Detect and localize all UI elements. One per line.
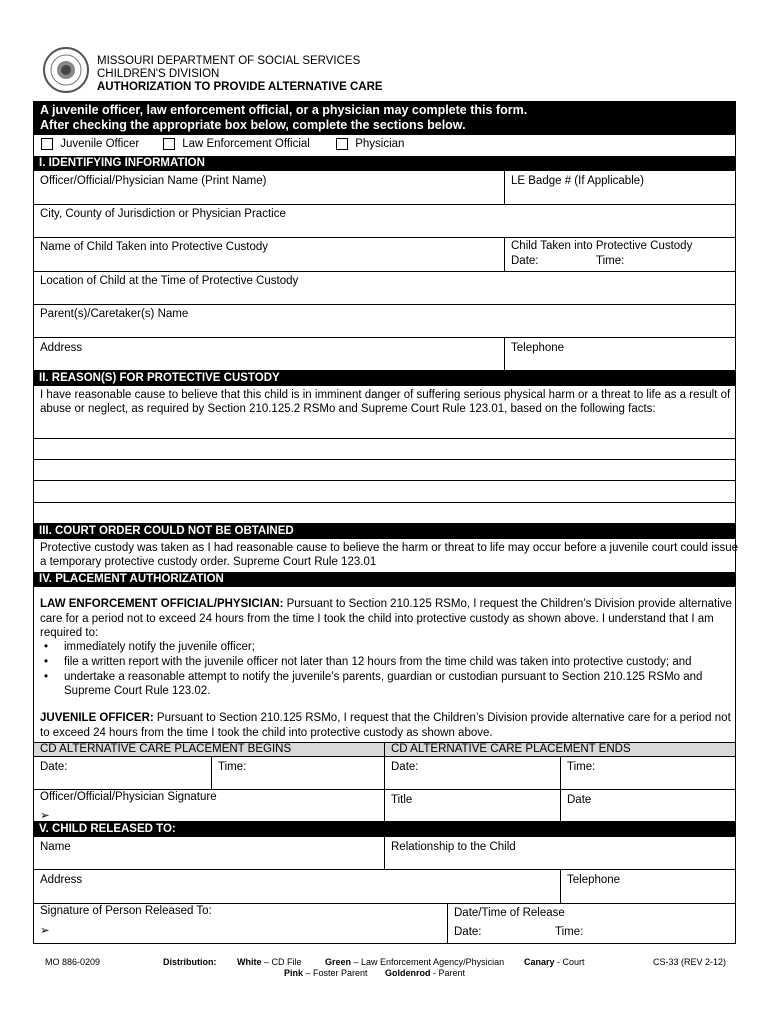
juvenile-officer-option[interactable]: Juvenile Officer	[41, 138, 139, 150]
checkbox[interactable]	[336, 138, 348, 150]
intro-line-2: After checking the appropriate box below, complete the sections below.	[40, 118, 466, 132]
released-address-field[interactable]: Address	[40, 874, 83, 886]
release-datetime-label: Date/Time of Release	[454, 907, 565, 919]
custody-date-field[interactable]: Date:	[511, 255, 539, 267]
le-paragraph: LAW ENFORCEMENT OFFICIAL/PHYSICIAN: Pursuant to Section 210.125 RSMo, I request the Children’s Division provide alternative care for a period not to exceed 24 hours from the time I took the child into protective custody as shown above. I understand that I am required to:	[40, 598, 732, 639]
facts-line[interactable]	[33, 480, 736, 481]
law-enforcement-option[interactable]: Law Enforcement Official	[163, 138, 310, 150]
jurisdiction-field[interactable]: City, County of Jurisdiction or Physician Practice	[40, 208, 286, 220]
distribution-canary: Canary - Court	[524, 957, 585, 967]
facts-line[interactable]	[33, 459, 736, 460]
bullet-3-continuation: Supreme Court Rule 123.02.	[64, 685, 211, 697]
revision-number: CS-33 (REV 2-12)	[653, 957, 727, 967]
court-line-2: a temporary protective custody order. Supreme Court Rule 123.01	[40, 556, 377, 568]
release-date-field[interactable]: Date:	[454, 926, 482, 938]
distribution-white: White – CD File	[237, 957, 302, 967]
parents-field[interactable]: Parent(s)/Caretaker(s) Name	[40, 308, 189, 320]
released-signature-field[interactable]: Signature of Person Released To:	[40, 905, 212, 917]
reason-line-1: I have reasonable cause to believe that this child is in imminent danger of suffering serious physical harm or a threat to life as a result of	[40, 389, 731, 401]
section-4-header: IV. PLACEMENT AUTHORIZATION	[33, 572, 736, 586]
division-name: CHILDREN'S DIVISION	[97, 68, 220, 80]
begins-date-field[interactable]: Date:	[40, 761, 68, 773]
requirements-list	[38, 640, 754, 685]
child-name-field[interactable]: Name of Child Taken into Protective Custody	[40, 241, 268, 253]
begins-time-field[interactable]: Time:	[218, 761, 247, 773]
release-time-field[interactable]: Time:	[555, 926, 584, 938]
telephone-field[interactable]: Telephone	[511, 342, 565, 354]
ends-time-field[interactable]: Time:	[567, 761, 596, 773]
section-1-header: I. IDENTIFYING INFORMATION	[33, 156, 736, 170]
title-field[interactable]: Title	[391, 794, 413, 806]
placement-begins-label: CD ALTERNATIVE CARE PLACEMENT BEGINS	[40, 743, 292, 755]
signature-date-field[interactable]: Date	[567, 794, 592, 806]
distribution-goldenrod: Goldenrod - Parent	[385, 968, 466, 978]
facts-line[interactable]	[33, 502, 736, 503]
form-title: AUTHORIZATION TO PROVIDE ALTERNATIVE CARE	[97, 81, 383, 93]
arrow-icon: ➢	[40, 810, 50, 822]
released-name-field[interactable]: Name	[40, 841, 71, 853]
officer-name-field[interactable]: Officer/Official/Physician Name (Print Name)	[40, 175, 267, 187]
checkbox[interactable]	[163, 138, 175, 150]
physician-option[interactable]: Physician	[336, 138, 404, 150]
section-5-header: V. CHILD RELEASED TO:	[33, 822, 736, 836]
court-line-1: Protective custody was taken as I had reasonable cause to believe the harm or threat to life may occur before a juvenile court could issue	[40, 542, 739, 554]
relationship-field[interactable]: Relationship to the Child	[391, 841, 516, 853]
distribution-label: Distribution:	[163, 957, 217, 967]
released-telephone-field[interactable]: Telephone	[567, 874, 621, 886]
intro-line-1: A juvenile officer, law enforcement official, or a physician may complete this form.	[40, 103, 528, 117]
missouri-seal-logo	[42, 46, 90, 94]
dept-name: MISSOURI DEPARTMENT OF SOCIAL SERVICES	[97, 55, 361, 67]
address-field[interactable]: Address	[40, 342, 83, 354]
distribution-green: Green – Law Enforcement Agency/Physician	[325, 957, 505, 967]
badge-field[interactable]: LE Badge # (If Applicable)	[511, 175, 644, 187]
form-number: MO 886-0209	[45, 957, 101, 967]
list-item: • immediately notify the juvenile officer;	[64, 640, 754, 655]
section-2-header: II. REASON(S) FOR PROTECTIVE CUSTODY	[33, 371, 736, 385]
arrow-icon: ➢	[40, 925, 50, 937]
reason-line-2: abuse or neglect, as required by Section 210.125.2 RSMo and Supreme Court Rule 123.01, based on the following facts:	[40, 403, 656, 415]
jo-paragraph: JUVENILE OFFICER: Pursuant to Section 210.125 RSMo, I request that the Children’s Division provide alternative care for a period not to exceed 24 hours from the time I took the child into protective custody as shown above.	[40, 712, 731, 739]
custody-time-field[interactable]: Time:	[596, 255, 625, 267]
officer-signature-field[interactable]: Officer/Official/Physician Signature	[40, 791, 217, 803]
custody-taken-label: Child Taken into Protective Custody	[511, 240, 693, 252]
facts-line[interactable]	[33, 438, 736, 439]
section-3-header: III. COURT ORDER COULD NOT BE OBTAINED	[33, 524, 736, 538]
location-field[interactable]: Location of Child at the Time of Protective Custody	[40, 275, 299, 287]
distribution-pink: Pink – Foster Parent	[284, 968, 368, 978]
list-item: • undertake a reasonable attempt to notify the juvenile’s parents, guardian or custodian pursuant to Section 210.125 RSMo and	[64, 670, 754, 685]
checkbox[interactable]	[41, 138, 53, 150]
intro-banner	[33, 101, 736, 135]
list-item: • file a written report with the juvenile officer not later than 12 hours from the time child was taken into protective custody; and	[64, 655, 754, 670]
placement-ends-label: CD ALTERNATIVE CARE PLACEMENT ENDS	[391, 743, 631, 755]
ends-date-field[interactable]: Date:	[391, 761, 419, 773]
